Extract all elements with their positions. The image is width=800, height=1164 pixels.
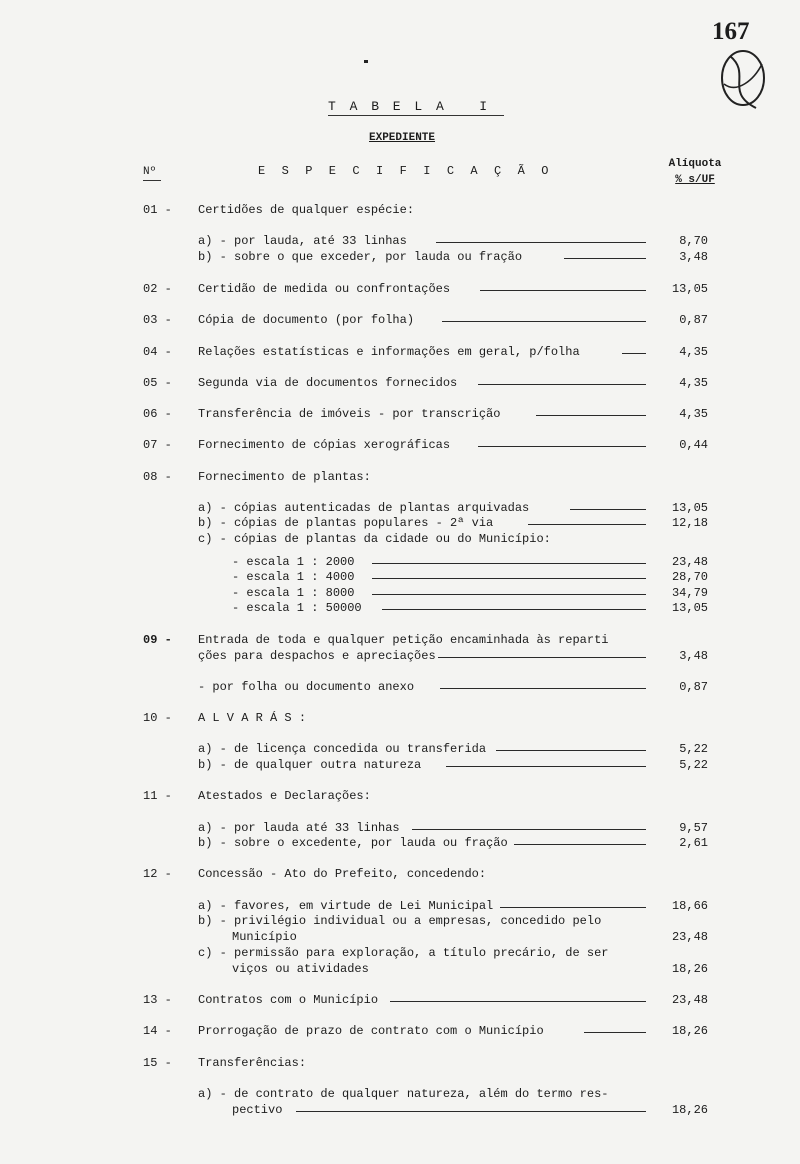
handwritten-initials-icon — [712, 44, 772, 114]
item-value: 3,48 — [679, 250, 708, 264]
column-header-underline — [143, 180, 161, 181]
item-value: 5,22 — [679, 758, 708, 772]
item-value: 18,26 — [671, 962, 708, 976]
leader-line — [584, 1032, 646, 1033]
subitem-text-continued: pectivo — [232, 1103, 283, 1117]
leader-line — [622, 353, 646, 354]
item-value: 18,26 — [671, 1103, 708, 1117]
item-text: A L V A R Á S : — [198, 711, 307, 725]
item-text: Contratos com o Município — [198, 993, 379, 1007]
subitem-text: c) - permissão para exploração, a título precário, de ser — [198, 946, 609, 960]
item-value: 34,79 — [671, 586, 708, 600]
item-value: 0,87 — [679, 313, 708, 327]
subitem-text: b) - cópias de plantas populares - 2ª via — [198, 516, 494, 530]
subitem-text: b) - sobre o que exceder, por lauda ou fração — [198, 250, 523, 264]
item-text: Concessão - Ato do Prefeito, concedendo: — [198, 867, 487, 881]
leader-line — [480, 290, 646, 291]
leader-line — [440, 688, 646, 689]
leader-line — [372, 563, 646, 564]
leader-line — [296, 1111, 646, 1112]
leader-line — [570, 509, 646, 510]
item-number: 08 - — [143, 470, 172, 484]
item-number: 11 - — [143, 789, 172, 803]
item-value: 9,57 — [679, 821, 708, 835]
leader-line — [390, 1001, 646, 1002]
leader-line — [446, 766, 646, 767]
subitem-text: a) - por lauda, até 33 linhas — [198, 234, 407, 248]
item-value: 18,66 — [671, 899, 708, 913]
item-number: 15 - — [143, 1056, 172, 1070]
leader-line — [478, 446, 646, 447]
leader-line — [528, 524, 646, 525]
item-value: 13,05 — [671, 601, 708, 615]
subitem-text: a) - por lauda até 33 linhas — [198, 821, 400, 835]
leader-line — [438, 657, 646, 658]
item-value: 13,05 — [671, 282, 708, 296]
subitem-text: a) - de contrato de qualquer natureza, além do termo res- — [198, 1087, 609, 1101]
item-value: 5,22 — [679, 742, 708, 756]
scale-text: - escala 1 : 8000 — [232, 586, 355, 600]
subitem-text: a) - de licença concedida ou transferida — [198, 742, 487, 756]
item-text: Prorrogação de prazo de contrato com o Município — [198, 1024, 544, 1038]
item-number: 07 - — [143, 438, 172, 452]
item-number: 12 - — [143, 867, 172, 881]
leader-line — [500, 907, 646, 908]
item-number: 01 - — [143, 203, 172, 217]
item-text: Cópia de documento (por folha) — [198, 313, 415, 327]
item-value: 8,70 — [679, 234, 708, 248]
item-text: Atestados e Declarações: — [198, 789, 371, 803]
item-value: 28,70 — [671, 570, 708, 584]
item-text: Segunda via de documentos fornecidos — [198, 376, 458, 390]
column-header-number: Nº — [143, 166, 157, 178]
item-number: 04 - — [143, 345, 172, 359]
item-number: 05 - — [143, 376, 172, 390]
scale-text: - escala 1 : 50000 — [232, 601, 362, 615]
item-value: 23,48 — [671, 555, 708, 569]
leader-line — [436, 242, 646, 243]
item-value: 4,35 — [679, 345, 708, 359]
leader-line — [412, 829, 646, 830]
item-text: Transferências: — [198, 1056, 307, 1070]
item-value: 0,87 — [679, 680, 708, 694]
leader-line — [564, 258, 646, 259]
leader-line — [514, 844, 646, 845]
leader-line — [496, 750, 646, 751]
subitem-text: b) - privilégio individual ou a empresas, concedido pelo — [198, 914, 602, 928]
item-value: 2,61 — [679, 836, 708, 850]
item-value: 23,48 — [671, 930, 708, 944]
subitem-text: c) - cópias de plantas da cidade ou do Município: — [198, 532, 551, 546]
item-number: 06 - — [143, 407, 172, 421]
aliquota-unit: % s/UF — [675, 174, 715, 186]
item-text: Relações estatísticas e informações em geral, p/folha — [198, 345, 580, 359]
item-text: Certidão de medida ou confrontações — [198, 282, 451, 296]
table-subtitle: EXPEDIENTE — [369, 132, 436, 144]
item-number: 14 - — [143, 1024, 172, 1038]
item-value: 18,26 — [671, 1024, 708, 1038]
subitem-text: b) - de qualquer outra natureza — [198, 758, 422, 772]
column-header-aliquota — [662, 156, 728, 188]
subitem-text: a) - cópias autenticadas de plantas arquivadas — [198, 501, 530, 515]
leader-line — [478, 384, 646, 385]
item-number: 03 - — [143, 313, 172, 327]
leader-line — [536, 415, 646, 416]
table-title: T A B E L A I — [328, 99, 491, 114]
title-underline — [328, 115, 504, 116]
item-text-continued: ções para despachos e apreciações — [198, 649, 436, 663]
item-number: 10 - — [143, 711, 172, 725]
item-text: Fornecimento de cópias xerográficas — [198, 438, 451, 452]
subitem-text-continued: Município — [232, 930, 297, 944]
item-value: 4,35 — [679, 407, 708, 421]
item-text: Transferência de imóveis - por transcrição — [198, 407, 501, 421]
ink-mark — [364, 60, 368, 63]
scale-text: - escala 1 : 4000 — [232, 570, 355, 584]
aliquota-label: Alíquota — [668, 158, 722, 170]
subitem-text-continued: viços ou atividades — [232, 962, 369, 976]
item-value: 12,18 — [671, 516, 708, 530]
item-value: 0,44 — [679, 438, 708, 452]
subitem-text: - por folha ou documento anexo — [198, 680, 415, 694]
item-number: 09 - — [143, 633, 172, 647]
item-value: 23,48 — [671, 993, 708, 1007]
item-text: Fornecimento de plantas: — [198, 470, 371, 484]
column-header-specification: E S P E C I F I C A Ç Ã O — [258, 164, 554, 178]
scale-text: - escala 1 : 2000 — [232, 555, 355, 569]
item-text: Entrada de toda e qualquer petição encaminhada às reparti — [198, 633, 609, 647]
subitem-text: a) - favores, em virtude de Lei Municipal — [198, 899, 494, 913]
leader-line — [442, 321, 646, 322]
item-value: 4,35 — [679, 376, 708, 390]
item-value: 3,48 — [679, 649, 708, 663]
subitem-text: b) - sobre o excedente, por lauda ou fração — [198, 836, 508, 850]
leader-line — [372, 594, 646, 595]
leader-line — [372, 578, 646, 579]
item-value: 13,05 — [671, 501, 708, 515]
page-number: 167 — [712, 18, 750, 45]
item-text: Certidões de qualquer espécie: — [198, 203, 415, 217]
leader-line — [382, 609, 646, 610]
item-number: 02 - — [143, 282, 172, 296]
item-number: 13 - — [143, 993, 172, 1007]
